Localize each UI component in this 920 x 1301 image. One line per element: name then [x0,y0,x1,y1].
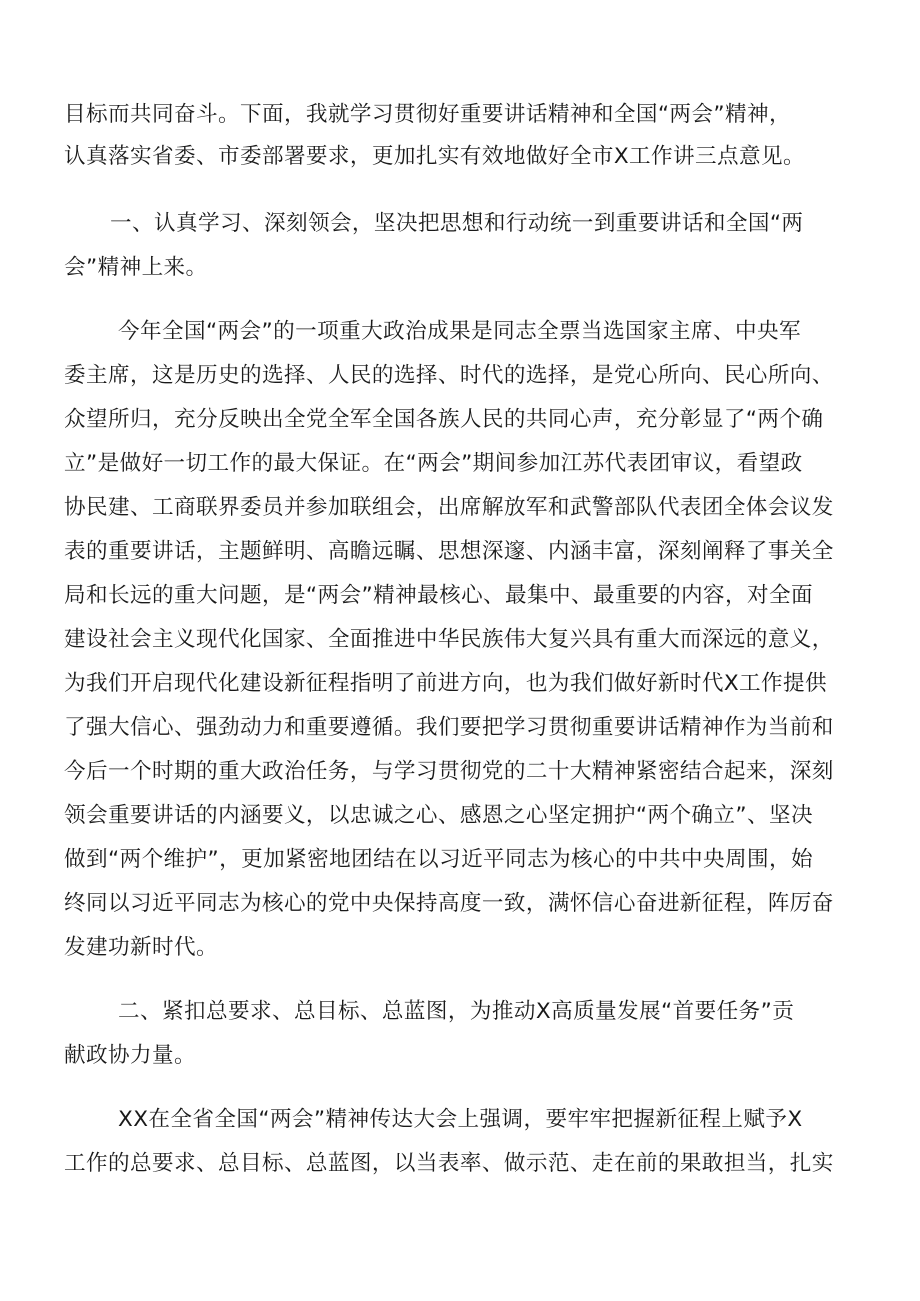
paragraph-line: 局和长远的重大问题，是“两会”精神最核心、最集中、最重要的内容，对全面 [64,583,813,608]
section-heading-line: 二、紧扣总要求、总目标、总蓝图，为推动X高质量发展“首要任务”贡 [118,999,795,1024]
paragraph-line: 建设社会主义现代化国家、全面推进中华民族伟大复兴具有重大而深远的意义， [64,627,834,652]
paragraph-line: 为我们开启现代化建设新征程指明了前进方向，也为我们做好新时代X工作提供 [64,671,827,696]
section-heading-line: 会”精神上来。 [64,255,208,280]
paragraph-line: 工作的总要求、总目标、总蓝图，以当表率、做示范、走在前的果敢担当，扎实 [64,1151,834,1176]
section-heading-line: 献政协力量。 [64,1043,196,1068]
paragraph-line: 今后一个时期的重大政治任务，与学习贯彻党的二十大精神紧密结合起来，深刻 [64,759,834,784]
paragraph-line: 目标而共同奋斗。下面，我就学习贯彻好重要讲话精神和全国“两会”精神， [64,102,791,127]
paragraph-line: 做到“两个维护”，更加紧密地团结在以习近平同志为核心的中共中央周围，始 [64,847,813,872]
paragraph-line: 表的重要讲话，主题鲜明、高瞻远瞩、思想深邃、内涵丰富，深刻阐释了事关全 [64,539,834,564]
paragraph-line: XX在全省全国“两会”精神传达大会上强调，要牢牢把握新征程上赋予X [118,1107,803,1132]
paragraph-line: 领会重要讲话的内涵要义，以忠诚之心、感恩之心坚定拥护“两个确立”、坚决 [64,803,813,828]
paragraph-line: 认真落实省委、市委部署要求，更加扎实有效地做好全市X工作讲三点意见。 [64,144,805,169]
paragraph-line: 终同以习近平同志为核心的党中央保持高度一致，满怀信心奋进新征程，阵厉奋 [64,891,834,916]
paragraph-line: 协民建、工商联界委员并参加联组会，出席解放军和武警部队代表团全体会议发 [64,495,834,520]
paragraph-line: 立”是做好一切工作的最大保证。在“两会”期间参加江苏代表团审议，看望政 [64,451,803,476]
section-heading-line: 一、认真学习、深刻领会，坚决把思想和行动统一到重要讲话和全国“两 [110,211,804,236]
paragraph-line: 众望所归，充分反映出全党全军全国各族人民的共同心声，充分彰显了“两个确 [64,407,824,432]
paragraph-line: 发建功新时代。 [64,935,218,960]
paragraph-line: 了强大信心、强劲动力和重要遵循。我们要把学习贯彻重要讲话精神作为当前和 [64,715,834,740]
paragraph-line: 今年全国“两会”的一项重大政治成果是同志全票当选国家主席、中央军 [118,319,801,344]
paragraph-line: 委主席，这是历史的选择、人民的选择、时代的选择，是党心所向、民心所向、 [64,363,834,388]
